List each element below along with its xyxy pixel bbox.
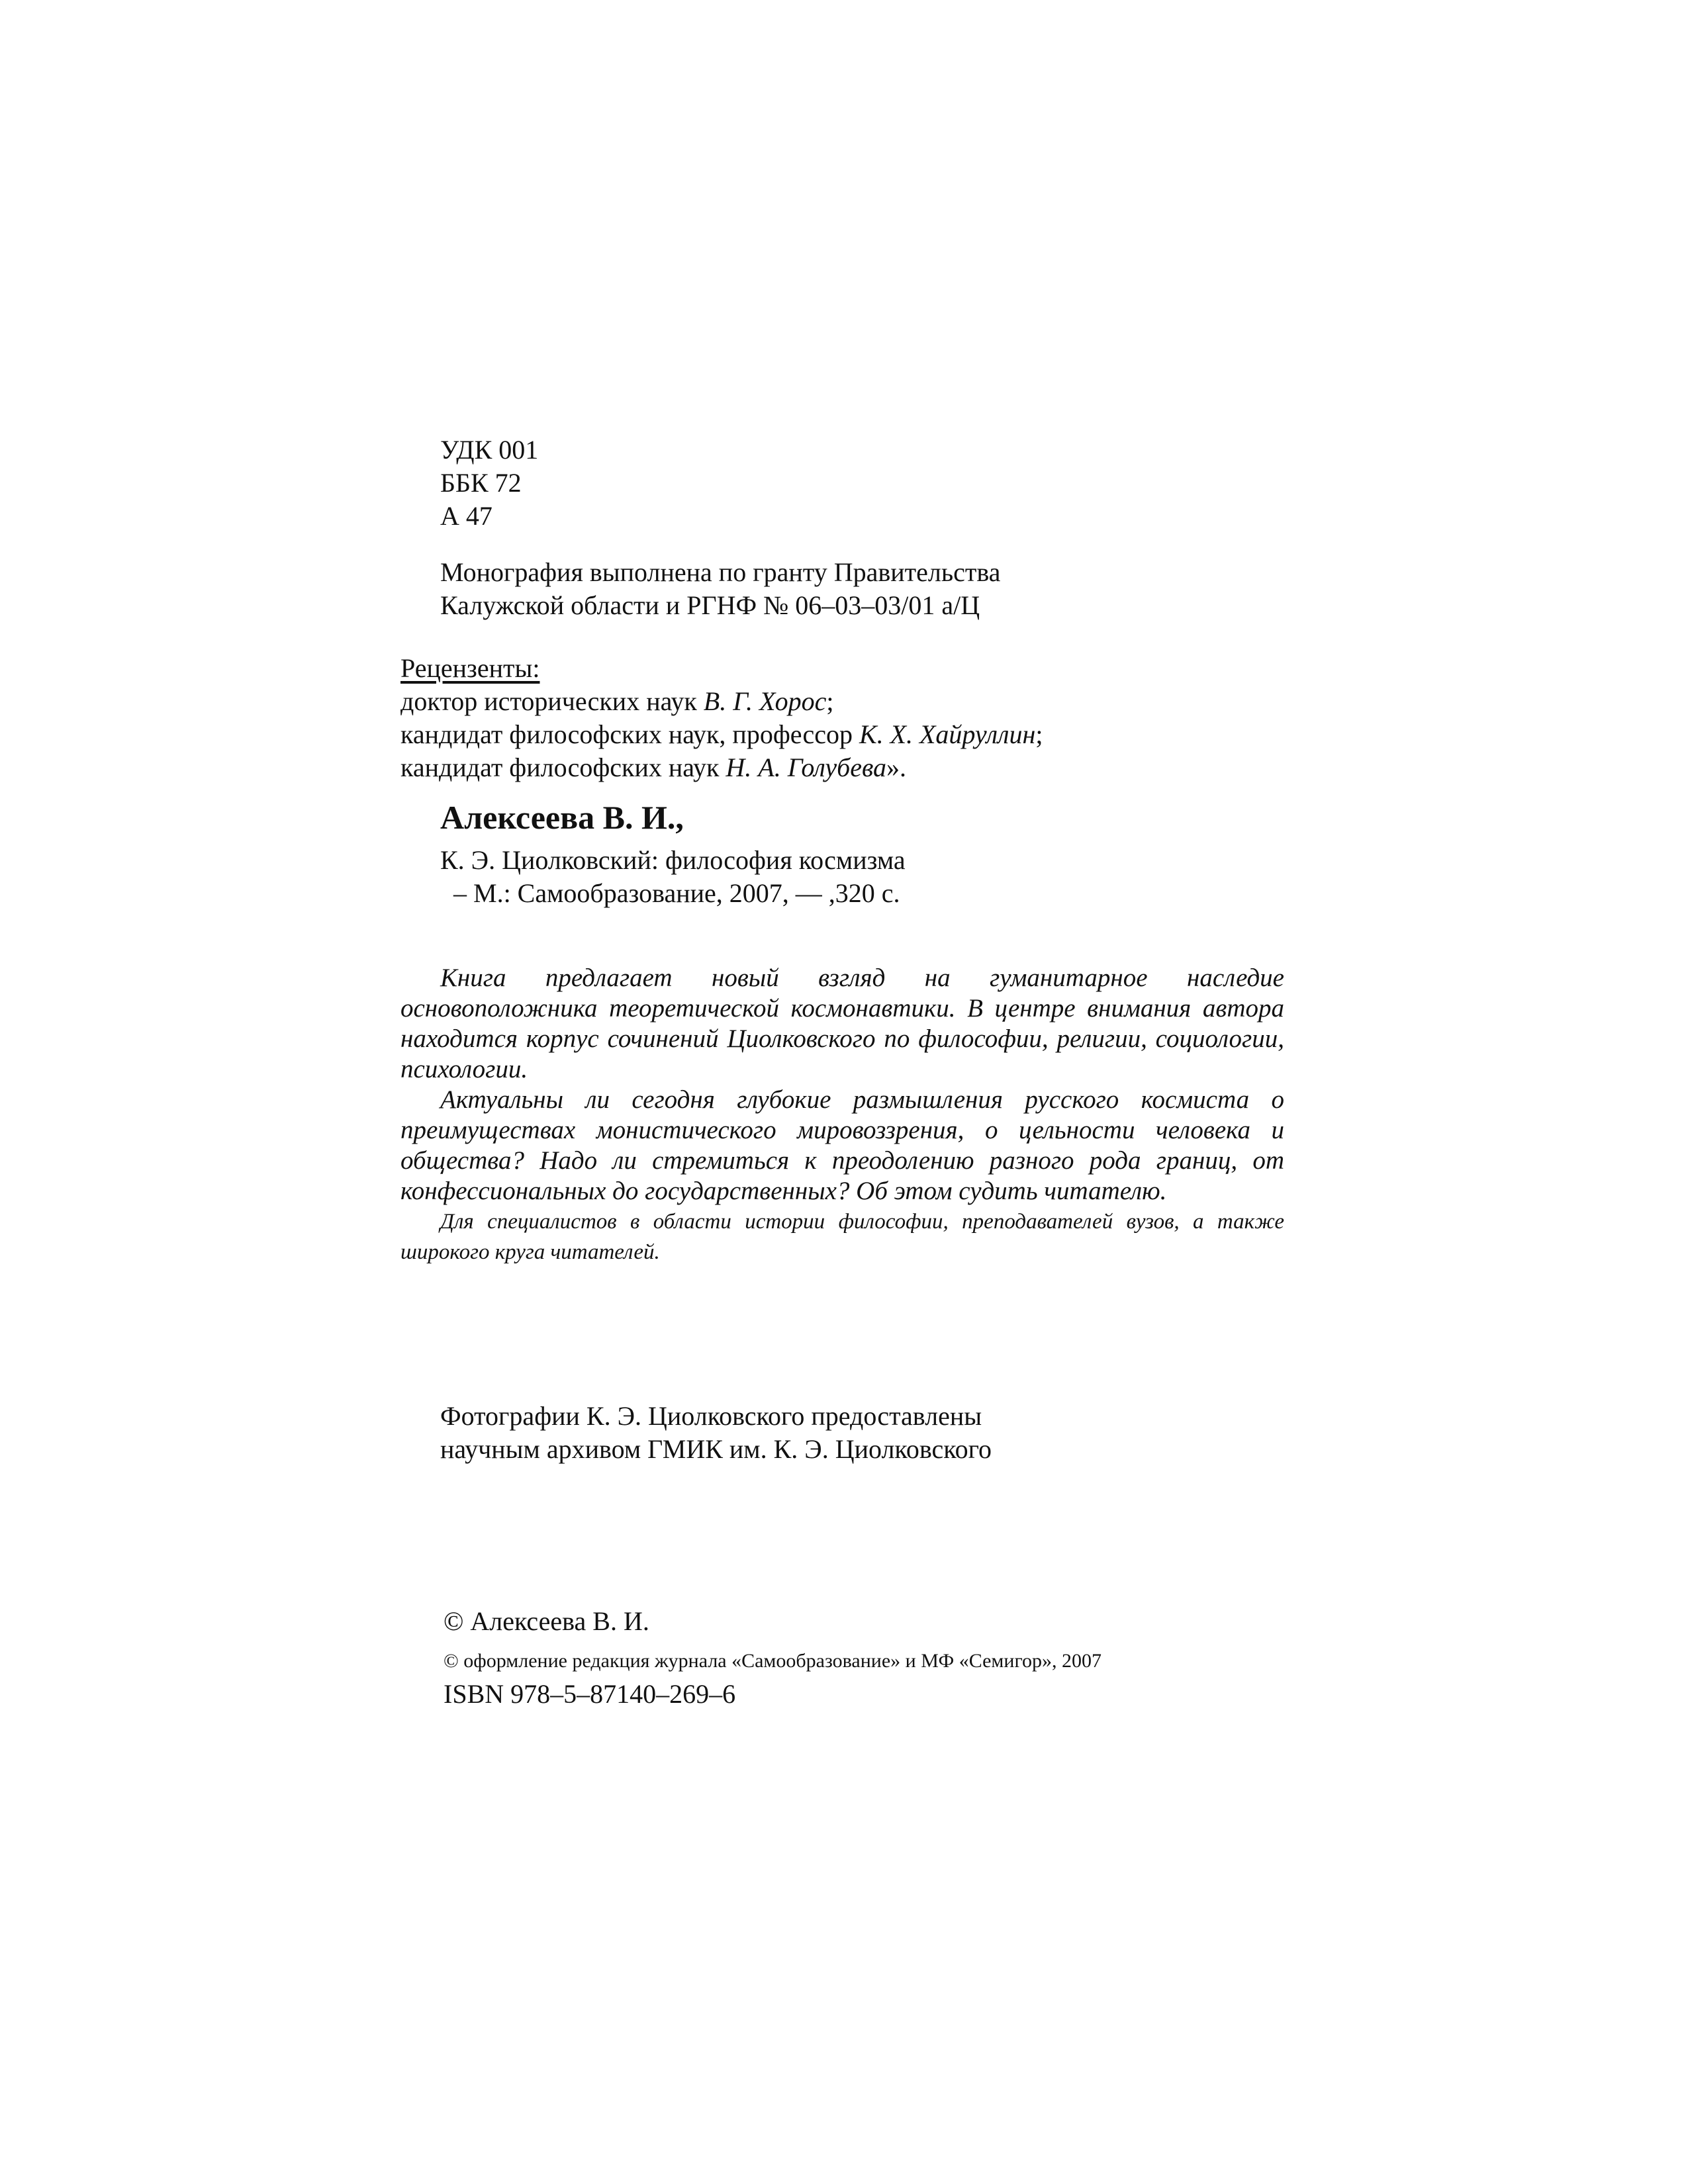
grant-line-2: Калужской области и РГНФ № 06–03–03/01 а/Ц: [440, 590, 980, 620]
reviewer-1-punct: ;: [826, 686, 834, 716]
annotation-paragraph-3: Для специалистов в области истории философии, преподавателей вузов, а также широкого круга читателей.: [400, 1210, 1284, 1264]
reviewer-3-name: Н. А. Голубева: [726, 752, 887, 782]
reviewer-3: [400, 751, 906, 784]
copyright-author: © Алексеева В. И.: [444, 1606, 649, 1636]
copyright-design: © оформление редакция журнала «Самообразование» и МФ «Семигор», 2007: [444, 1650, 1102, 1672]
photo-credit-line-2: научным архивом ГМИК им. К. Э. Циолковского: [440, 1434, 992, 1464]
reviewer-2-name: К. Х. Хайруллин: [859, 719, 1036, 749]
reviewer-1: [400, 685, 833, 718]
reviewer-2-degree: кандидат философских наук, профессор: [400, 719, 859, 749]
book-title: К. Э. Циолковский: философия космизма: [440, 845, 906, 875]
reviewer-3-degree: кандидат философских наук: [400, 752, 726, 782]
isbn: ISBN 978–5–87140–269–6: [444, 1679, 736, 1709]
reviewer-2-punct: ;: [1035, 719, 1043, 749]
annotation-paragraph-2: Актуальны ли сегодня глубокие размышления русского космиста о преимуществах монистического мировоззрения, о цельности человека и общества? Надо ли стремиться к преодолению разного рода границ, от конфессиональных до государственных? Об этом судить читателю.: [400, 1085, 1284, 1205]
annotation-paragraph-1: Книга предлагает новый взгляд на гуманитарное наследие основоположника теоретической космонавтики. В центре внимания автора находится корпус сочинений Циолковского по философии, религии, социологии, психологии.: [400, 964, 1284, 1083]
photo-credit-line-1: Фотографии К. Э. Циолковского предоставлены: [440, 1401, 982, 1431]
author-code: А 47: [440, 501, 492, 531]
reviewer-2: [400, 718, 1043, 751]
reviewer-1-name: В. Г. Хорос: [703, 686, 827, 716]
reviewers-heading: Рецензенты:: [400, 653, 540, 683]
book-imprint: – М.: Самообразование, 2007, — ,320 с.: [453, 878, 900, 908]
annotation-block: [400, 963, 1284, 1267]
udk-code: УДК 001: [440, 435, 539, 465]
grant-line-1: Монография выполнена по гранту Правительства: [440, 557, 1001, 587]
author-heading: Алексеева В. И.,: [440, 799, 684, 836]
reviewer-3-punct: ».: [886, 752, 907, 782]
reviewer-1-degree: доктор исторических наук: [400, 686, 704, 716]
bbk-code: ББК 72: [440, 468, 522, 498]
